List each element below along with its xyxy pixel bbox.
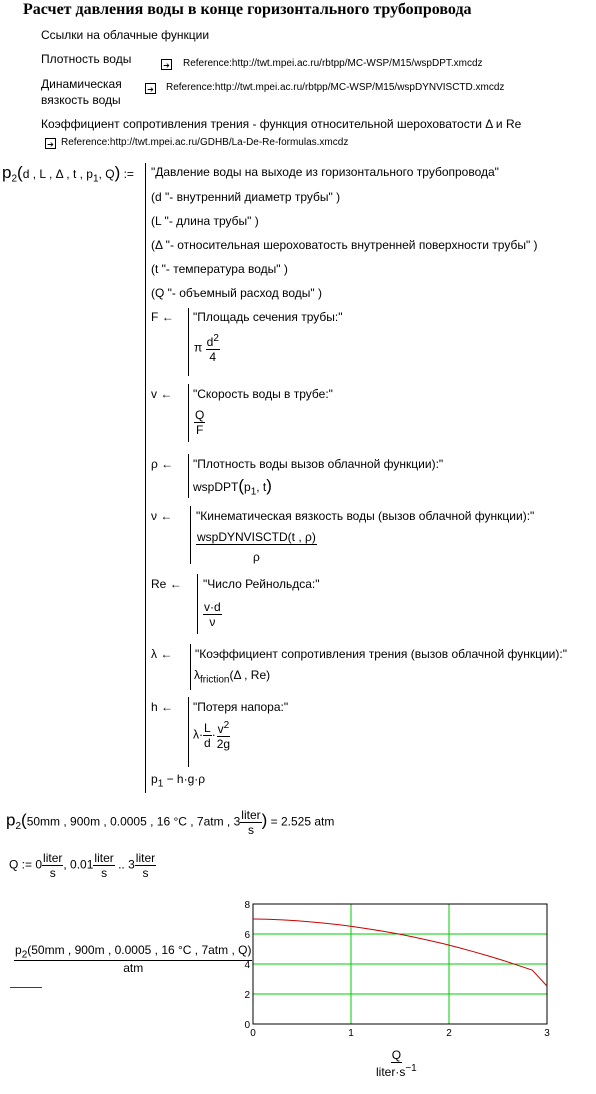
reference-arrow-icon[interactable]: ➔ <box>145 83 156 94</box>
friction-call: $\lambda_{friction}(\Delta$ , Re) <box>194 668 271 686</box>
viscosity-comment: "Кинематическая вязкость воды (вызов облачной функции):" <box>196 509 535 523</box>
var-nu: ν ← <box>151 509 173 523</box>
y-tick-label: 4 <box>244 960 250 971</box>
velocity-comment: "Скорость воды в трубе:" <box>193 387 333 401</box>
reference-arrow-icon[interactable]: ➔ <box>161 59 172 70</box>
x-tick-label: 1 <box>348 1028 354 1039</box>
viscosity-label-line1: Динамическая <box>41 77 122 91</box>
program-comment: (t "- температура воды" ) <box>151 262 288 276</box>
velocity-formula: $\frac{Q}{F}$ <box>195 408 205 437</box>
var-h: h ← <box>151 700 174 714</box>
sub-bar <box>188 384 189 442</box>
program-comment: (Q "- объемный расход воды" ) <box>151 286 322 300</box>
area-comment: "Площадь сечения трубы:" <box>193 310 343 324</box>
evaluation-expression: $p_2(50mm$ , 900m , 0.0005 , 16 °C , 7atm , 3 $\frac{\text{liter}}{s}$ ) = 2.525 atm <box>6 808 335 837</box>
friction-comment: "Коэффициент сопротивления трения (вызов облачной функции):" <box>195 647 567 661</box>
head-loss-formula: λ· $\frac{L}{d}$ · $\frac{v^2}{2g}$ <box>193 720 231 751</box>
reynolds-comment: "Число Рейнольдса:" <box>203 577 320 591</box>
var-rho: ρ ← <box>151 457 174 471</box>
sub-bar <box>190 644 191 690</box>
density-call: $wspDPT(p_1$, t) <box>193 476 272 498</box>
var-v: v ← <box>151 387 173 401</box>
reynolds-formula: $\frac{v\cdot d}{\nu}$ <box>204 600 221 629</box>
x-tick-label: 0 <box>250 1028 256 1039</box>
program-comment: (L "- длина трубы" ) <box>151 214 259 228</box>
function-signature: $p_2(d$ , L , Δ , t , $p_1$, Q) := <box>2 163 134 185</box>
reference-arrow-icon[interactable]: ➔ <box>45 138 56 149</box>
var-lambda: λ ← <box>151 647 173 661</box>
density-reference[interactable]: Reference:http://twt.mpei.ac.ru/rbtpp/MC-WSP/M15/wspDPT.xmcdz <box>183 58 483 69</box>
x-tick-label: 3 <box>544 1028 550 1039</box>
var-Re: Re ← <box>151 577 182 591</box>
friction-reference[interactable]: Reference:http://twt.mpei.ac.ru/GDHB/La-De-Re-formulas.xmcdz <box>61 137 349 148</box>
density-comment: "Плотность воды вызов облачной функции):" <box>193 457 444 471</box>
y-tick-label: 8 <box>244 900 250 911</box>
program-bar <box>145 163 146 793</box>
sub-bar <box>188 454 189 498</box>
viscosity-reference[interactable]: Reference:http://twt.mpei.ac.ru/rbtpp/MC-WSP/M15/wspDYNVISCTD.xmcdz <box>166 82 505 93</box>
program-comment: (d "- внутренний диаметр трубы" ) <box>151 190 341 204</box>
density-label: Плотность воды <box>41 52 132 66</box>
cloud-links-label: Ссылки на облачные функции <box>41 28 210 42</box>
y-tick-label: 0 <box>244 1020 250 1031</box>
program-comment: (Δ "- относительная шероховатость внутренней поверхности трубы" ) <box>151 238 538 252</box>
viscosity-label-line2: вязкость воды <box>41 93 121 107</box>
sub-bar <box>197 574 198 634</box>
var-F: F ← <box>151 310 174 324</box>
plot-y-label: $\frac{p_2(50mm , 900m , 0.0005 , 16 ^\circ C , 7atm , Q)}{\text{atm}}$ <box>15 943 252 976</box>
sub-bar <box>190 506 191 564</box>
head-loss-comment: "Потеря напора:" <box>193 700 289 714</box>
y-tick-label: 6 <box>244 930 250 941</box>
series-line <box>253 919 547 986</box>
sub-bar <box>188 697 189 767</box>
area-formula: π $\frac{d^2}{4}$ <box>194 333 219 364</box>
viscosity-formula: $\frac{\text{wspDYNVISCTD(t , ρ)}}{\rho}$ <box>197 530 316 564</box>
y-tick-label: 2 <box>244 990 250 1001</box>
friction-label: Коэффициент сопротивления трения - функция относительной шероховатости Δ и Re <box>41 117 522 131</box>
line-chart <box>240 896 560 1046</box>
program-result: $p_1 - h\cdot g\cdot\rho$ <box>151 772 206 790</box>
program-comment: "Давление воды на выходе из горизонтального трубопровода" <box>151 165 499 179</box>
legend-line <box>10 987 42 988</box>
x-tick-label: 2 <box>446 1028 452 1039</box>
page-title: Расчет давления воды в конце горизонтального трубопровода <box>23 1 472 18</box>
sub-bar <box>188 308 189 376</box>
plot-x-label: $\frac{Q}{liter\cdot s^{-1}}$ <box>376 1048 417 1079</box>
range-definition: Q := 0 $\frac{\text{liter}}{s}$ , 0.01 $\frac{\text{liter}}{s}$ .. 3 $\frac{\text{liter}}{s}$ <box>9 851 156 880</box>
